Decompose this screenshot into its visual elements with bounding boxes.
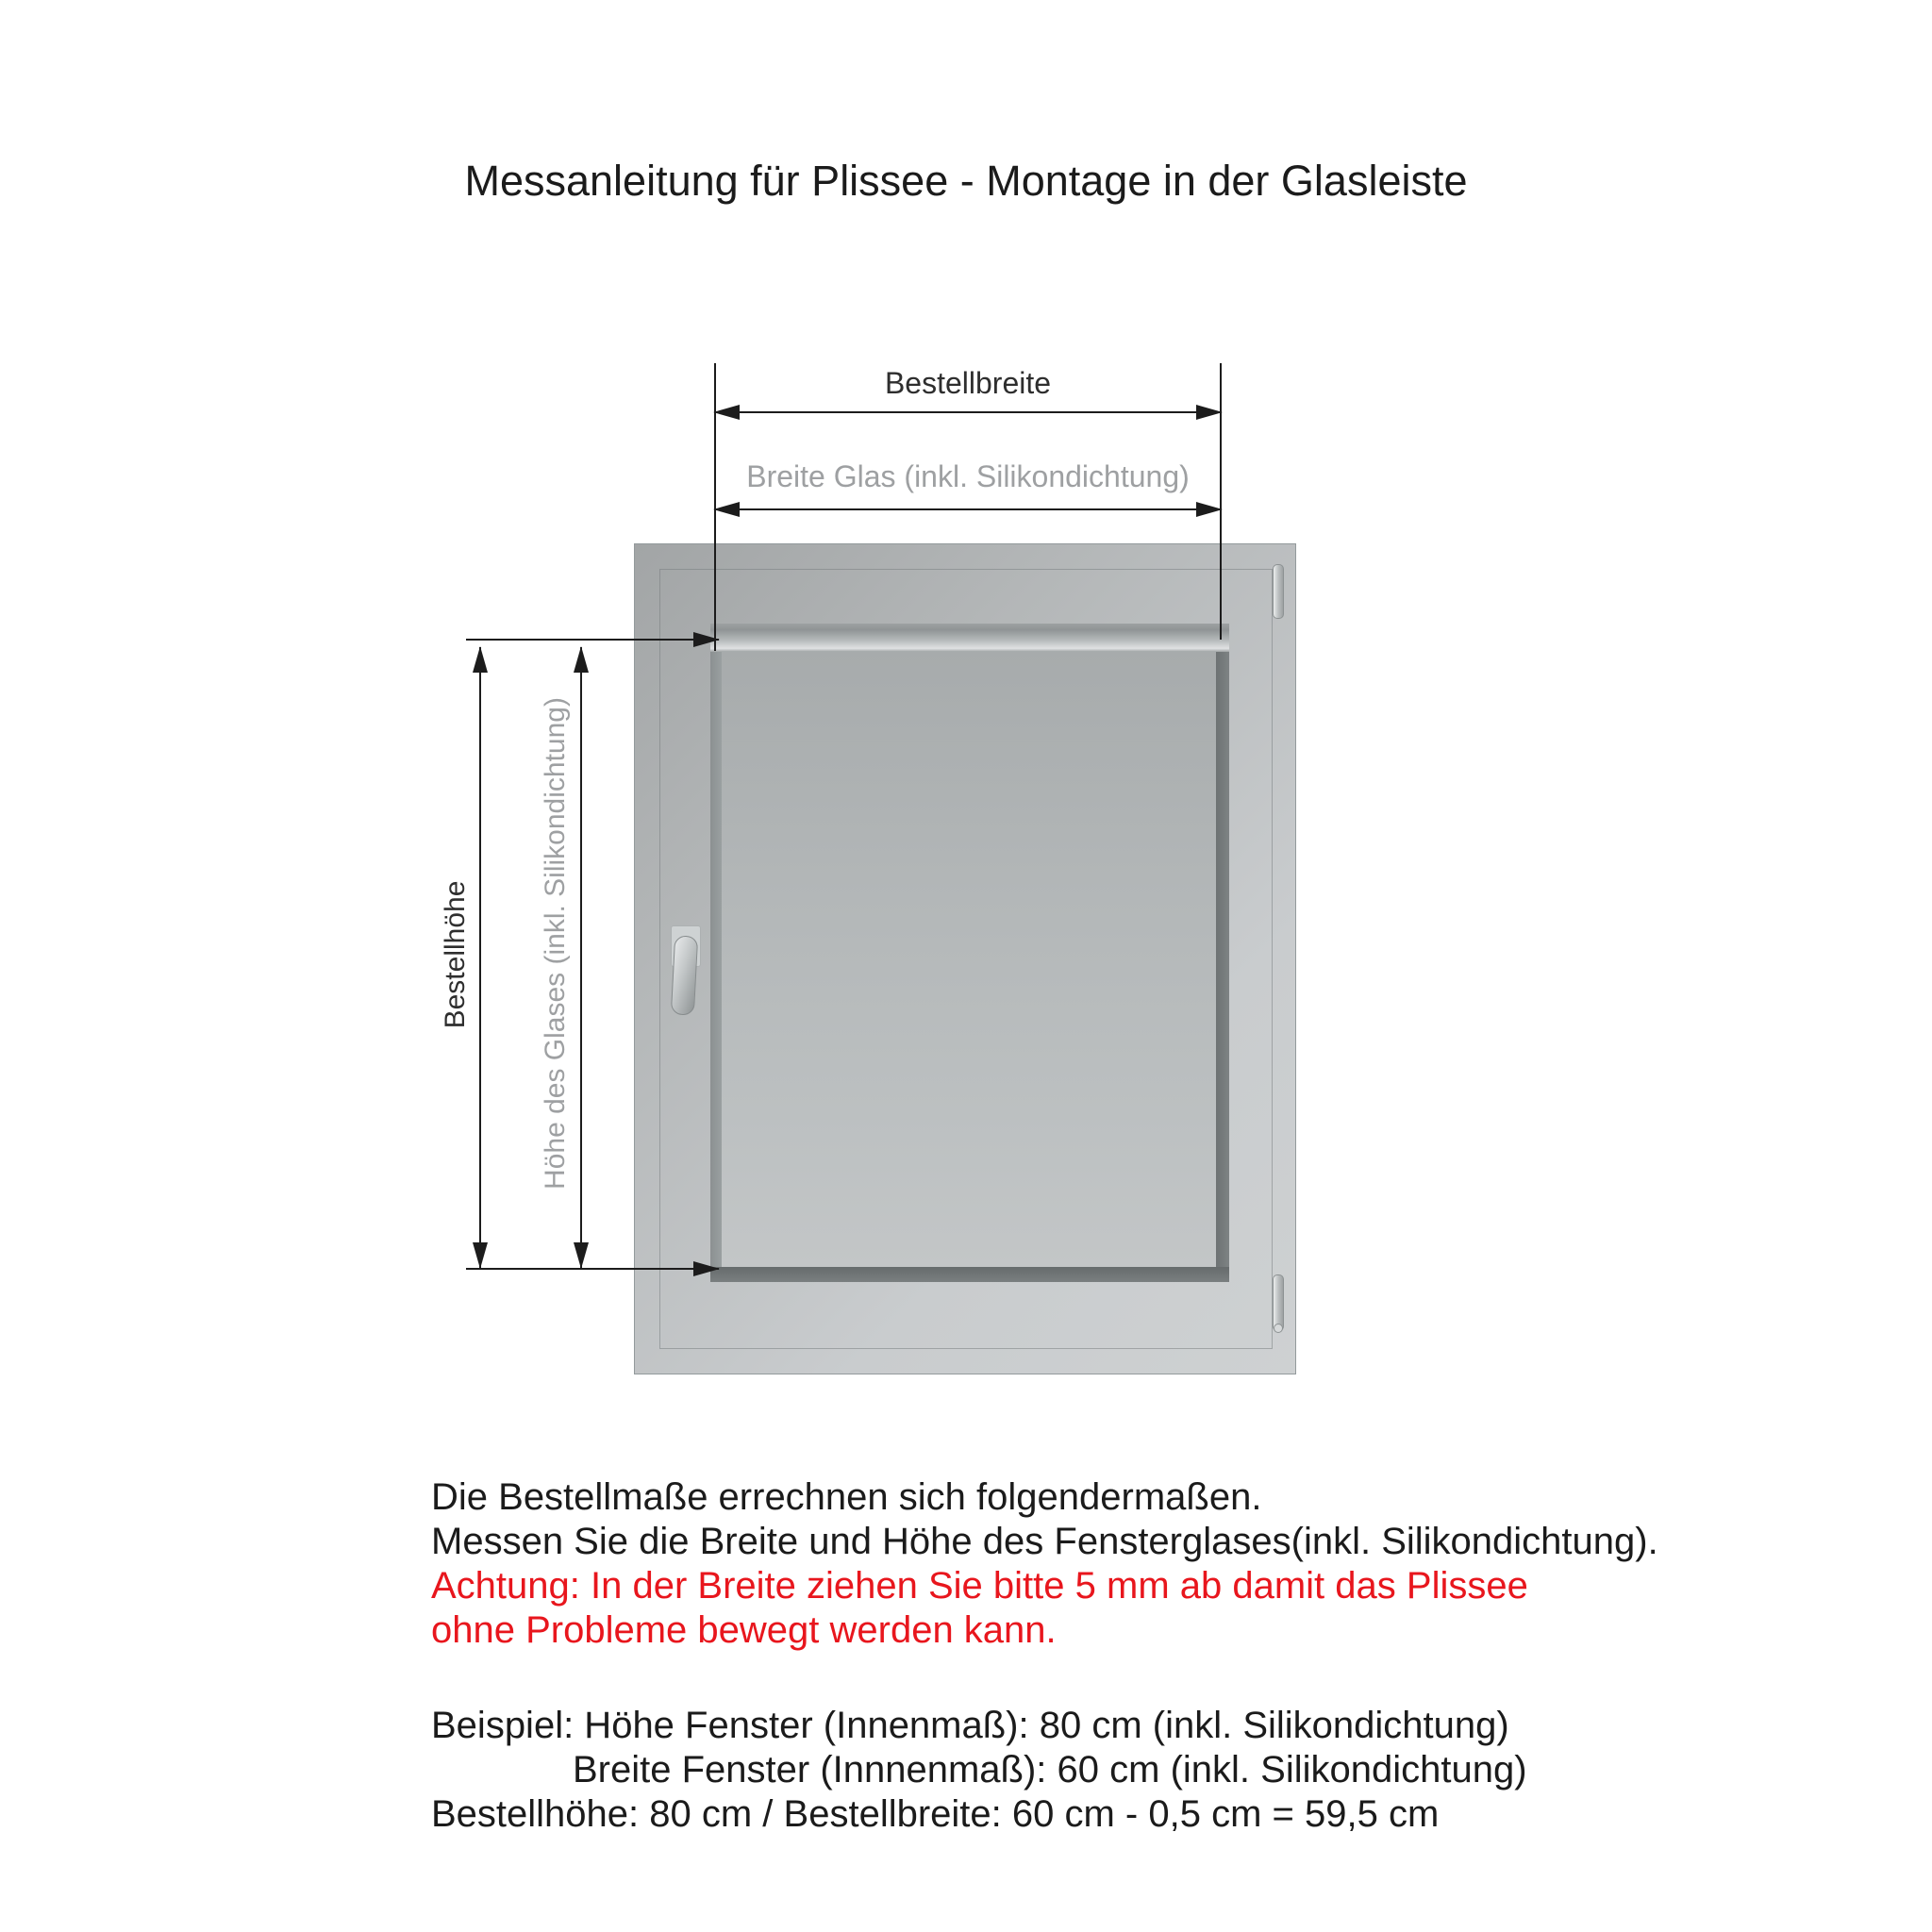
arrowhead-left-icon [713,502,740,517]
window-hinge-top [1273,564,1284,619]
glazing-bead-top-rail [710,624,1229,652]
window-hinge-pin [1274,1324,1283,1333]
instruction-paragraph [431,1475,1658,1653]
glass-height-dimension-arrow [580,647,582,1268]
arrowhead-up-icon [574,646,589,673]
glass-width-label: Breite Glas (inkl. Silikondichtung) [746,459,1190,493]
window-hinge-bottom [1273,1274,1284,1331]
window-glass-opening [710,624,1229,1282]
order-width-label-wrap [714,366,1222,401]
arrowhead-right-icon [693,1261,720,1276]
order-height-dimension-arrow [479,647,481,1268]
glazing-bead-bottom [710,1267,1229,1282]
example-line: Bestellhöhe: 80 cm / Bestellbreite: 60 cm - 0,5 cm = 59,5 cm [431,1793,1440,1835]
glass-width-label-wrap [714,459,1222,494]
order-width-label: Bestellbreite [884,366,1052,400]
page-title: Messanleitung für Plissee - Montage in der Glasleiste [464,157,1468,205]
window-handle [671,935,698,1015]
glazing-bead-left [710,652,722,1267]
arrowhead-down-icon [574,1242,589,1269]
instruction-warning-line: Achtung: In der Breite ziehen Sie bitte 5 mm ab damit das Plissee [431,1565,1528,1607]
order-height-label: Bestellhöhe [440,880,471,1029]
arrowhead-up-icon [473,646,488,673]
extension-line-bottom [466,1268,719,1270]
arrowhead-right-icon [693,632,720,647]
extension-line-top [466,639,719,641]
window-glass [722,652,1216,1267]
example-line: Beispiel: Höhe Fenster (Innenmaß): 80 cm (inkl. Silikondichtung) [431,1705,1509,1746]
order-width-dimension-arrow [714,411,1222,413]
glass-width-dimension-arrow [714,508,1222,510]
instruction-warning-line: ohne Probleme bewegt werden kann. [431,1609,1057,1651]
arrowhead-left-icon [713,405,740,420]
example-line: Breite Fenster (Innnenmaß): 60 cm (inkl. Silikondichtung) [573,1749,1527,1790]
arrowhead-right-icon [1196,502,1223,517]
instruction-line: Messen Sie die Breite und Höhe des Fensterglases(inkl. Silikondichtung). [431,1521,1658,1562]
arrowhead-right-icon [1196,405,1223,420]
arrowhead-down-icon [473,1242,488,1269]
example-paragraph [431,1704,1527,1837]
window-frame [634,543,1296,1374]
glass-height-label: Höhe des Glases (inkl. Silikondichtung) [540,697,571,1190]
instruction-line: Die Bestellmaße errechnen sich folgendermaßen. [431,1476,1262,1518]
glazing-bead-right [1216,652,1229,1267]
